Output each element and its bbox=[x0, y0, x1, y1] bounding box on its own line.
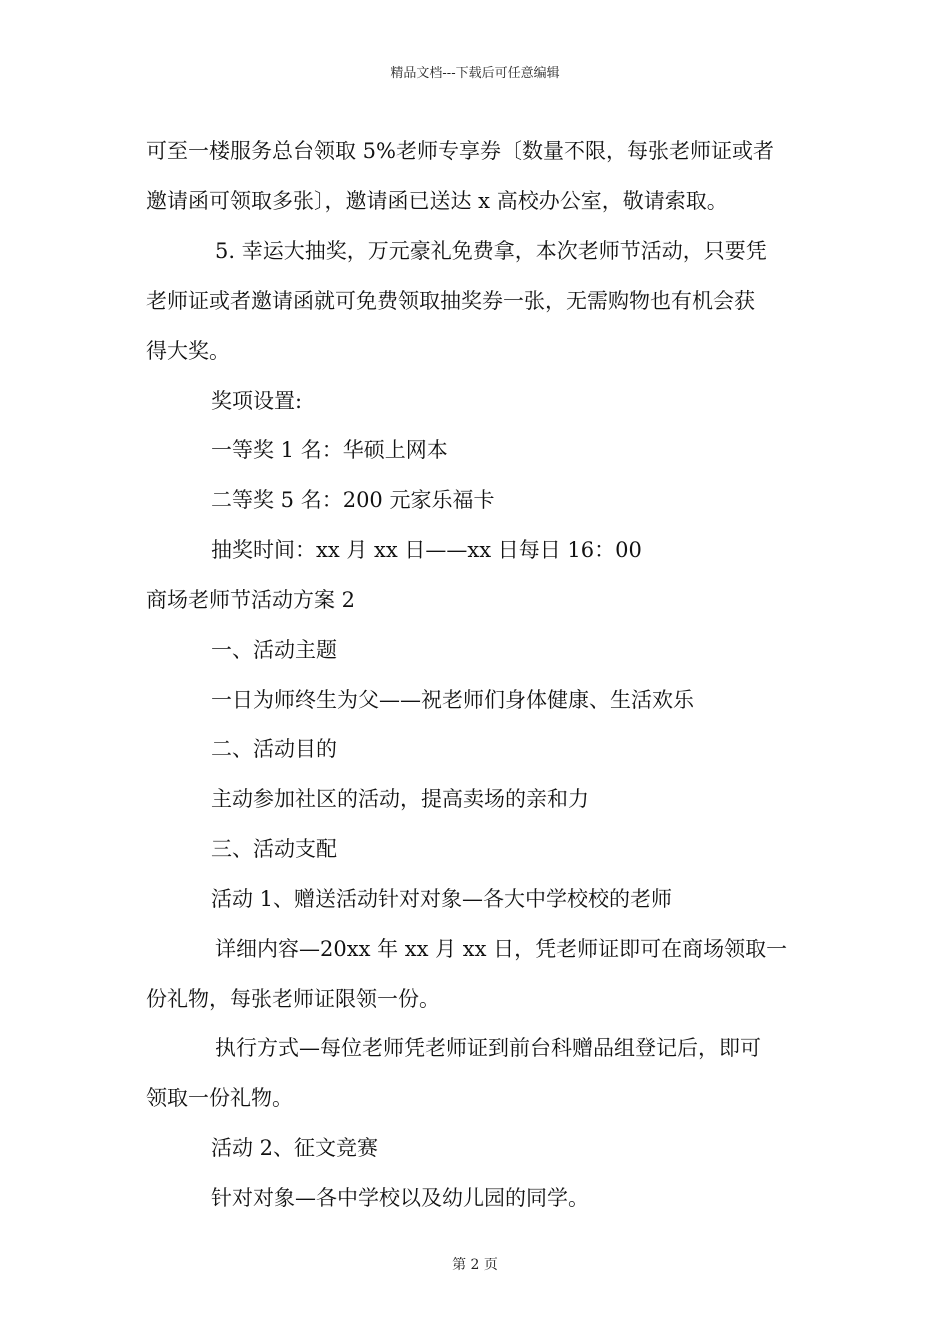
page-number: 第 2 页 bbox=[452, 1257, 498, 1273]
body-line: 抽奖时间：xx 月 xx 日——xx 日每日 16：00 bbox=[211, 538, 642, 562]
body-line: 执行方式—每位老师凭老师证到前台科赠品组登记后，即可 bbox=[215, 1036, 761, 1060]
body-line: 份礼物，每张老师证限领一份。 bbox=[146, 987, 440, 1011]
body-line: 针对对象—各中学校以及幼儿园的同学。 bbox=[211, 1186, 589, 1210]
section-title: 商场老师节活动方案 2 bbox=[146, 588, 356, 612]
body-line: 可至一楼服务总台领取 5%老师专享券〔数量不限，每张老师证或者 bbox=[146, 139, 774, 163]
body-line: 奖项设置: bbox=[211, 389, 303, 413]
body-line: 活动 2、征文竞赛 bbox=[211, 1136, 379, 1160]
body-line: 三、活动支配 bbox=[211, 837, 337, 861]
body-line: 5. 幸运大抽奖，万元豪礼免费拿，本次老师节活动，只要凭 bbox=[215, 239, 767, 263]
body-line: 领取一份礼物。 bbox=[146, 1086, 293, 1110]
body-line: 活动 1、赠送活动针对对象—各大中学校校的老师 bbox=[211, 887, 673, 911]
body-line: 一等奖 1 名：华硕上网本 bbox=[211, 438, 448, 462]
body-line: 主动参加社区的活动，提高卖场的亲和力 bbox=[211, 787, 589, 811]
page-header: 精品文档---下载后可任意编辑 bbox=[390, 66, 560, 81]
body-line: 一日为师终生为父——祝老师们身体健康、生活欢乐 bbox=[211, 688, 694, 712]
body-line: 一、活动主题 bbox=[211, 638, 337, 662]
body-line: 二、活动目的 bbox=[211, 737, 337, 761]
body-line: 邀请函可领取多张〕，邀请函已送达 x 高校办公室，敬请索取。 bbox=[146, 189, 728, 213]
body-line: 老师证或者邀请函就可免费领取抽奖券一张，无需购物也有机会获 bbox=[146, 289, 755, 313]
body-line: 得大奖。 bbox=[146, 339, 230, 363]
body-line: 详细内容—20xx 年 xx 月 xx 日，凭老师证即可在商场领取一 bbox=[215, 937, 788, 961]
body-line: 二等奖 5 名：200 元家乐福卡 bbox=[211, 488, 495, 512]
